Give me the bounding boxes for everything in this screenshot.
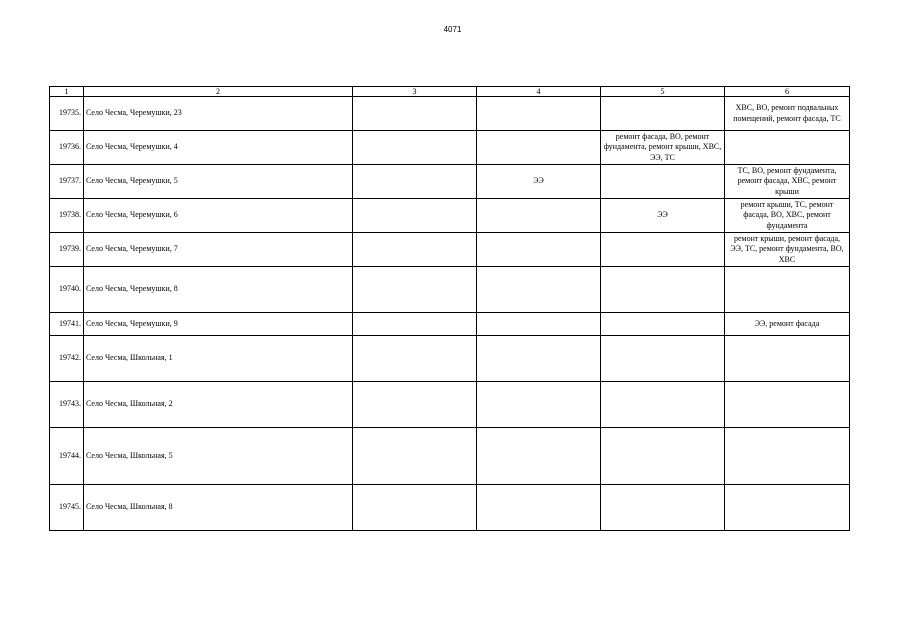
row-col-4 [477, 428, 601, 485]
row-col-4: ЭЭ [477, 165, 601, 199]
table-row [50, 199, 850, 233]
row-col-5 [601, 428, 725, 485]
row-col-5 [601, 336, 725, 382]
row-col-6 [725, 428, 850, 485]
row-number: 19741. [50, 313, 84, 336]
column-header-2: 2 [84, 87, 353, 97]
table-row [50, 267, 850, 313]
row-address: Село Чесма, Черемушки, 8 [84, 267, 353, 313]
row-col-5: ЭЭ [601, 199, 725, 233]
table-row [50, 97, 850, 131]
works-table [49, 86, 850, 531]
row-col-5 [601, 382, 725, 428]
column-header-3: 3 [353, 87, 477, 97]
row-col-6: ХВС, ВО, ремонт подвальных помещений, ремонт фасада, ТС [725, 97, 850, 131]
row-col-3 [353, 199, 477, 233]
row-col-6 [725, 336, 850, 382]
row-col-3 [353, 428, 477, 485]
row-col-6: ЭЭ, ремонт фасада [725, 313, 850, 336]
header-row [50, 87, 850, 97]
row-col-4 [477, 382, 601, 428]
row-address: Село Чесма, Черемушки, 4 [84, 131, 353, 165]
row-col-6: ремонт крыши, ТС, ремонт фасада, ВО, ХВС, ремонт фундамента [725, 199, 850, 233]
column-header-6: 6 [725, 87, 850, 97]
row-number: 19740. [50, 267, 84, 313]
column-header-4: 4 [477, 87, 601, 97]
row-number: 19743. [50, 382, 84, 428]
row-col-3 [353, 485, 477, 531]
row-address: Село Чесма, Черемушки, 5 [84, 165, 353, 199]
row-col-6 [725, 382, 850, 428]
row-col-6 [725, 267, 850, 313]
table-row [50, 233, 850, 267]
table-row [50, 131, 850, 165]
row-col-3 [353, 382, 477, 428]
table-row [50, 336, 850, 382]
row-col-3 [353, 233, 477, 267]
row-address: Село Чесма, Черемушки, 6 [84, 199, 353, 233]
row-number: 19739. [50, 233, 84, 267]
table-row [50, 485, 850, 531]
table-row [50, 382, 850, 428]
row-address: Село Чесма, Школьная, 8 [84, 485, 353, 531]
row-number: 19742. [50, 336, 84, 382]
row-col-3 [353, 165, 477, 199]
row-col-6: ТС, ВО, ремонт фундамента, ремонт фасада, ХВС, ремонт крыши [725, 165, 850, 199]
row-col-3 [353, 267, 477, 313]
row-address: Село Чесма, Школьная, 1 [84, 336, 353, 382]
row-address: Село Чесма, Черемушки, 23 [84, 97, 353, 131]
row-col-5 [601, 267, 725, 313]
row-col-6: ремонт крыши, ремонт фасада, ЭЭ, ТС, ремонт фундамента, ВО, ХВС [725, 233, 850, 267]
row-col-5 [601, 233, 725, 267]
row-col-3 [353, 336, 477, 382]
row-col-6 [725, 131, 850, 165]
table-row [50, 165, 850, 199]
row-address: Село Чесма, Черемушки, 7 [84, 233, 353, 267]
row-address: Село Чесма, Школьная, 2 [84, 382, 353, 428]
row-col-6 [725, 485, 850, 531]
row-number: 19736. [50, 131, 84, 165]
row-col-4 [477, 313, 601, 336]
row-number: 19745. [50, 485, 84, 531]
page-number: 4071 [443, 25, 462, 34]
row-col-5 [601, 97, 725, 131]
row-col-5 [601, 313, 725, 336]
row-col-5 [601, 485, 725, 531]
row-col-3 [353, 131, 477, 165]
row-address: Село Чесма, Школьная, 5 [84, 428, 353, 485]
row-col-5 [601, 165, 725, 199]
row-col-4 [477, 97, 601, 131]
row-col-5: ремонт фасада, ВО, ремонт фундамента, ремонт крыши, ХВС, ЭЭ, ТС [601, 131, 725, 165]
row-col-4 [477, 336, 601, 382]
table-row [50, 428, 850, 485]
row-col-4 [477, 131, 601, 165]
row-number: 19744. [50, 428, 84, 485]
row-number: 19735. [50, 97, 84, 131]
row-number: 19738. [50, 199, 84, 233]
column-header-1: 1 [50, 87, 84, 97]
column-header-5: 5 [601, 87, 725, 97]
row-number: 19737. [50, 165, 84, 199]
row-col-4 [477, 267, 601, 313]
row-col-4 [477, 199, 601, 233]
table-row [50, 313, 850, 336]
row-col-4 [477, 233, 601, 267]
row-col-4 [477, 485, 601, 531]
row-col-3 [353, 97, 477, 131]
row-col-3 [353, 313, 477, 336]
row-address: Село Чесма, Черемушки, 9 [84, 313, 353, 336]
